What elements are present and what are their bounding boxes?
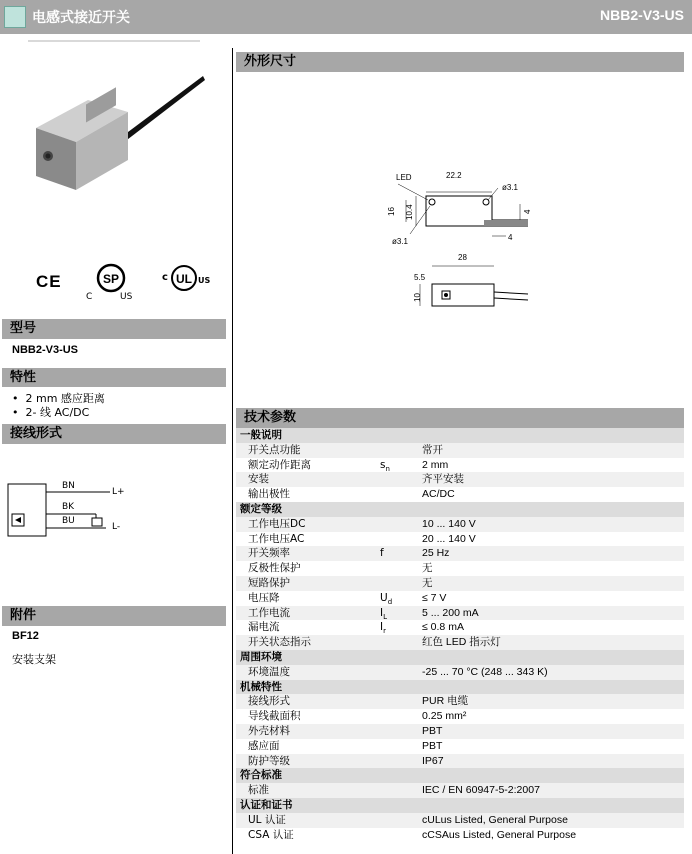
wiring-diagram (6, 476, 146, 544)
table-row (236, 754, 684, 769)
param-value: 2 mm (422, 458, 449, 471)
table-row (236, 487, 684, 502)
symbol-main: f (380, 547, 384, 560)
svg-text:UL: UL (176, 272, 192, 286)
csa-us-label: US (120, 292, 133, 302)
param-name: 开关点功能 (248, 443, 301, 456)
ul-c-label: c (162, 272, 168, 283)
section-dimensions: 外形尺寸 (236, 52, 684, 72)
group-header (236, 650, 684, 665)
param-name: 防护等级 (248, 754, 290, 767)
table-row (236, 709, 684, 724)
symbol-subscript: n (385, 464, 390, 473)
param-name: 电压降 (248, 591, 280, 604)
accessory-description: 安装支架 (12, 653, 56, 666)
param-value: 常开 (422, 443, 443, 456)
table-row (236, 576, 684, 591)
svg-text:5.5: 5.5 (414, 273, 426, 282)
param-value: 红色 LED 指示灯 (422, 636, 501, 649)
section-wiring: 接线形式 (2, 424, 226, 444)
table-row (236, 739, 684, 754)
table-row (236, 472, 684, 487)
wire-bn-label: BN (62, 481, 75, 491)
table-row (236, 783, 684, 798)
feature-item: • 2 mm 感应距离 (12, 392, 105, 405)
table-row (236, 532, 684, 547)
param-name: 工作电压AC (248, 532, 305, 545)
symbol-main: s (380, 458, 386, 471)
param-name: UL 认证 (248, 813, 286, 826)
symbol-subscript: r (383, 627, 386, 636)
param-value: AC/DC (422, 488, 455, 501)
section-features: 特性 (2, 368, 226, 387)
param-value: PBT (422, 739, 443, 752)
table-row (236, 813, 684, 828)
table-row (236, 694, 684, 709)
group-title: 机械特性 (240, 680, 282, 693)
csa-c-label: C (86, 292, 93, 302)
group-header (236, 502, 684, 517)
section-type: 型号 (2, 319, 226, 339)
svg-text:4: 4 (523, 209, 532, 214)
wire-bk-label: BK (62, 502, 75, 512)
group-header (236, 428, 684, 443)
param-value: ≤ 7 V (422, 591, 447, 604)
group-header (236, 680, 684, 695)
group-title: 额定等级 (240, 502, 282, 515)
param-name: 感应面 (248, 739, 280, 752)
divider (28, 40, 200, 42)
param-name: 工作电压DC (248, 517, 306, 530)
svg-text:28: 28 (458, 253, 467, 262)
dimension-drawing (380, 164, 550, 314)
symbol-main: U (380, 591, 388, 604)
param-value: 无 (422, 562, 433, 575)
param-value: 0.25 mm² (422, 710, 467, 723)
group-title: 符合标准 (240, 769, 282, 782)
param-value: 5 ... 200 mA (422, 606, 479, 619)
param-name: 输出极性 (248, 488, 290, 501)
page-title: 电感式接近开关 (32, 10, 130, 26)
param-value: PBT (422, 724, 443, 737)
table-row (236, 606, 684, 621)
table-row (236, 828, 684, 843)
column-divider (232, 48, 233, 854)
param-name: CSA 认证 (248, 828, 294, 841)
param-name: 短路保护 (248, 576, 290, 589)
param-name: 导线截面积 (248, 710, 301, 723)
model-number: NBB2-V3-US (599, 7, 684, 23)
param-value: 25 Hz (422, 547, 450, 560)
group-title: 一般说明 (240, 429, 282, 441)
section-technical-data: 技术参数 (236, 408, 684, 428)
symbol-main: I (380, 606, 384, 619)
table-row (236, 458, 684, 473)
param-name: 反极性保护 (248, 562, 301, 575)
svg-text:22.2: 22.2 (446, 171, 462, 180)
svg-text:4: 4 (508, 233, 513, 242)
param-value: 10 ... 140 V (422, 517, 476, 530)
param-value: ≤ 0.8 mA (422, 621, 464, 634)
type-value: NBB2-V3-US (12, 344, 79, 356)
table-row (236, 724, 684, 739)
table-row (236, 517, 684, 532)
param-name: 工作电流 (248, 606, 290, 619)
param-value: IP67 (422, 754, 444, 767)
group-title: 周围环境 (240, 650, 282, 663)
wire-lplus-label: L+ (112, 487, 125, 497)
header-bar (0, 0, 692, 34)
symbol-main: I (380, 621, 384, 634)
header-square-icon (4, 6, 26, 28)
param-name: 安装 (248, 473, 269, 486)
svg-text:LED: LED (396, 173, 412, 182)
svg-text:SP: SP (102, 272, 120, 286)
param-name: 接线形式 (248, 695, 290, 708)
group-title: 认证和证书 (240, 798, 293, 811)
technical-data-table (236, 428, 684, 842)
table-row (236, 561, 684, 576)
svg-text:10.4: 10.4 (405, 204, 414, 220)
symbol-subscript: d (387, 597, 393, 606)
param-value: 无 (422, 576, 433, 589)
param-name: 额定动作距离 (248, 458, 311, 471)
section-accessories: 附件 (2, 606, 226, 626)
table-row (236, 665, 684, 680)
accessory-name: BF12 (12, 630, 39, 642)
param-value: 20 ... 140 V (422, 532, 476, 545)
param-name: 外壳材料 (248, 724, 290, 737)
product-image (28, 68, 208, 208)
svg-text:ø3.1: ø3.1 (502, 183, 519, 192)
param-value: PUR 电缆 (422, 695, 469, 708)
symbol-subscript: L (383, 612, 388, 621)
svg-text:16: 16 (387, 207, 396, 216)
group-header (236, 768, 684, 783)
param-value: IEC / EN 60947-5-2:2007 (422, 784, 540, 797)
table-row (236, 546, 684, 561)
feature-item: • 2- 线 AC/DC (12, 406, 90, 419)
table-row (236, 443, 684, 458)
svg-text:ø3.1: ø3.1 (392, 237, 409, 246)
ce-mark-icon: CE (36, 272, 62, 291)
ul-certification-icon (170, 264, 200, 294)
table-row (236, 635, 684, 650)
param-value: cCSAus Listed, General Purpose (422, 828, 577, 841)
table-row (236, 620, 684, 635)
ul-us-label: US (198, 276, 211, 285)
group-header (236, 798, 684, 813)
param-value: cULus Listed, General Purpose (422, 813, 568, 826)
svg-text:10: 10 (413, 293, 422, 302)
param-name: 标准 (248, 784, 269, 797)
wire-bu-label: BU (62, 516, 75, 526)
param-value: -25 ... 70 °C (248 ... 343 K) (422, 665, 548, 678)
param-name: 开关状态指示 (248, 636, 311, 649)
param-value: 齐平安装 (422, 473, 464, 486)
wire-lminus-label: L- (112, 522, 121, 532)
table-row (236, 591, 684, 606)
param-name: 环境温度 (248, 665, 290, 678)
param-name: 开关频率 (248, 547, 290, 560)
param-name: 漏电流 (248, 621, 280, 634)
